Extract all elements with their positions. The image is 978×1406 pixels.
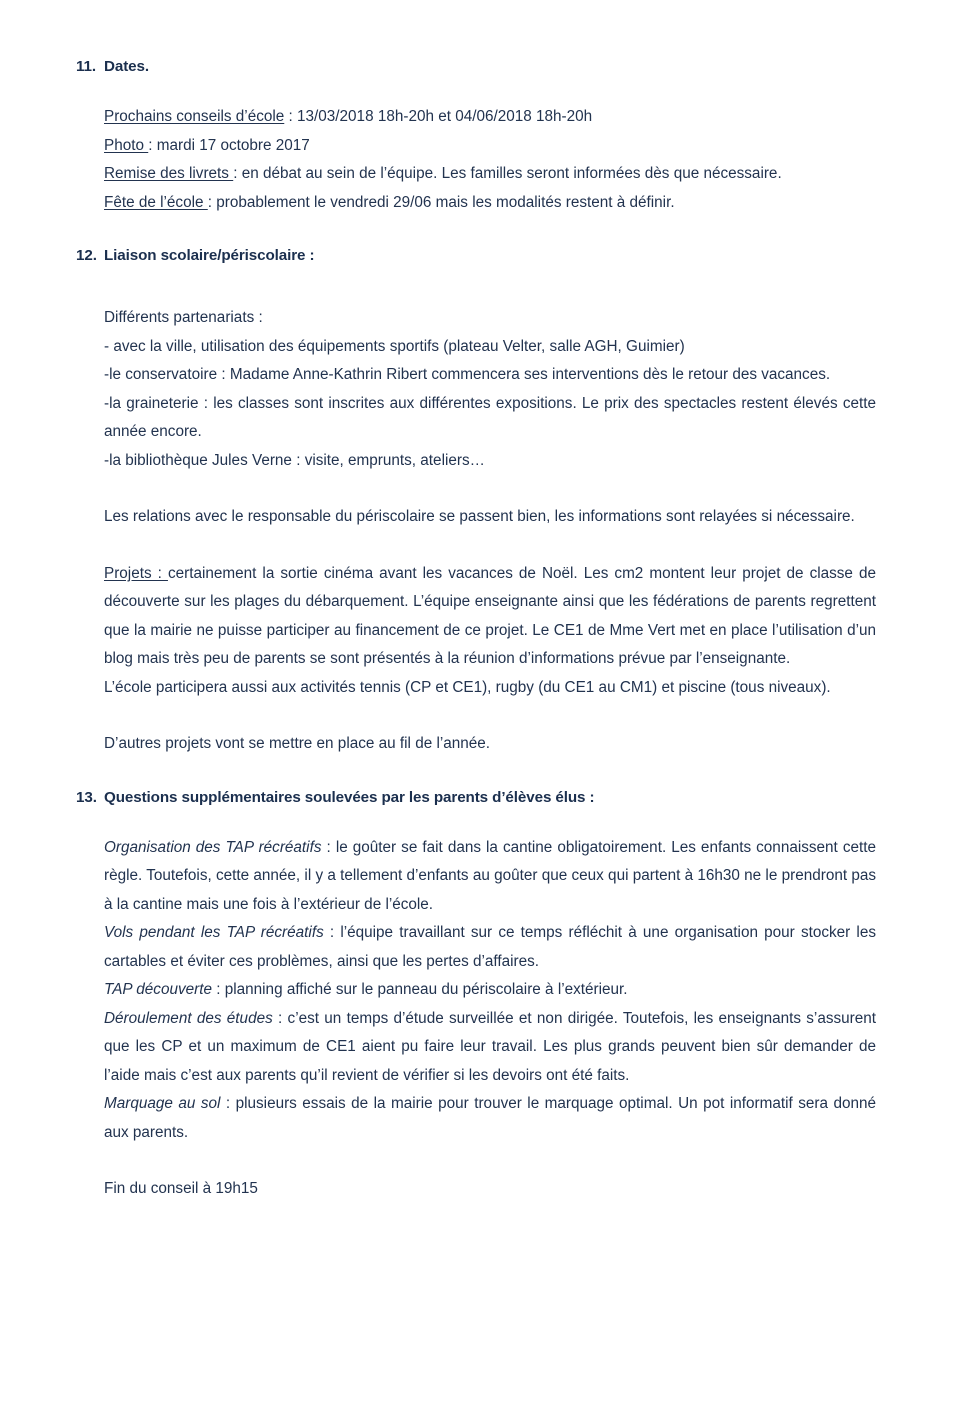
dates-list — [104, 103, 876, 217]
question-body: : plusieurs essais de la mairie pour trouver le marquage optimal. Un pot informatif sera donné aux parents. — [104, 1095, 876, 1141]
dates-line — [104, 160, 876, 189]
dates-line — [104, 103, 876, 132]
question-topic: Déroulement des études — [104, 1009, 273, 1027]
partnership-item-graineterie: -la graineterie : les classes sont inscrites aux différentes expositions. Le prix des spectacles restent élevés cette année encore. — [104, 394, 876, 440]
question-item — [104, 976, 876, 1005]
section-heading-11 — [76, 58, 876, 75]
projects-paragraph — [104, 560, 876, 674]
section-number-13: 13. — [76, 788, 97, 806]
document-content — [76, 58, 876, 1204]
end-note: Fin du conseil à 19h15 — [104, 1180, 258, 1197]
relations-paragraph: Les relations avec le responsable du périscolaire se passent bien, les informations sont relayées si nécessaire. — [104, 508, 855, 525]
partnership-item-conservatoire: -le conservatoire : Madame Anne-Kathrin Ribert commencera ses interventions dès le retour des vacances. — [104, 366, 831, 383]
dates-line — [104, 189, 876, 218]
activities-paragraph: L’école participera aussi aux activités tennis (CP et CE1), rugby (du CE1 au CM1) et piscine (tous niveaux). — [104, 678, 831, 696]
other-projects-paragraph: D’autres projets vont se mettre en place au fil de l’année. — [104, 735, 491, 752]
section-title-11: Dates. — [104, 58, 149, 75]
dates-line-label: Photo — [104, 136, 149, 154]
question-item — [104, 919, 876, 976]
dates-line-text: : probablement le vendredi 29/06 mais les modalités restent à définir. — [207, 193, 675, 211]
dates-line-label: Remise des livrets — [104, 165, 234, 182]
question-body: : le goûter se fait dans la cantine obligatoirement. Les enfants connaissent cette règle. Toutefois, cette année, il y a tellement d’enfants au goûter que ceux qui partent à 16h30 ne le prendront pas à la cantine mais une fois à l’extérieur de l’école. — [104, 838, 876, 913]
partnership-item: - avec la ville, utilisation des équipements sportifs (plateau Velter, salle AGH, Guimier) — [104, 337, 685, 355]
section-title-12: Liaison scolaire/périscolaire : — [104, 247, 315, 264]
partnership-item-bibliotheque: -la bibliothèque Jules Verne : visite, emprunts, ateliers… — [104, 451, 485, 469]
dates-line-text: : 13/03/2018 18h-20h et 04/06/2018 18h-20h — [284, 108, 593, 125]
question-topic: Organisation des TAP récréatifs — [104, 838, 322, 856]
dates-line — [104, 132, 876, 161]
question-topic: TAP découverte — [104, 981, 212, 998]
question-item — [104, 1005, 876, 1091]
question-body: : l’équipe travaillant sur ce temps réfléchit à une organisation pour stocker les cartables et éviter ces problèmes, ainsi que les pertes d’affaires. — [104, 924, 876, 970]
question-item — [104, 1090, 876, 1147]
section-heading-12 — [76, 247, 876, 264]
dates-line-label: Prochains conseils d’école — [104, 108, 285, 125]
dates-line-label: Fête de l’école — [104, 193, 208, 211]
question-body: : planning affiché sur le panneau du périscolaire à l’extérieur. — [211, 981, 628, 998]
section-title-13: Questions supplémentaires soulevées par les parents d’élèves élus : — [104, 788, 595, 806]
projects-label: Projets : — [104, 564, 168, 582]
section-number-11: 11. — [76, 58, 96, 75]
question-topic: Vols pendant les TAP récréatifs — [104, 924, 324, 941]
question-body: : c’est un temps d’étude surveillée et non dirigée. Toutefois, les enseignants s’assurent que les CP et un maximum de CE1 aient pu faire leur travail. Les plus grands peuvent bien sûr demander de l’aide mais c’est aux parents qu’il revient de vérifier si les devoirs ont été faits. — [104, 1009, 876, 1084]
question-topic: Marquage au sol — [104, 1095, 221, 1112]
partnerships-intro: Différents partenariats : — [104, 309, 263, 326]
dates-line-text: : mardi 17 octobre 2017 — [148, 136, 310, 154]
partnerships-intro-block — [104, 304, 876, 361]
dates-line-text: : en débat au sein de l’équipe. Les familles seront informées dès que nécessaire. — [233, 165, 782, 182]
section-heading-13 — [76, 789, 876, 806]
projects-text: certainement la sortie cinéma avant les vacances de Noël. Les cm2 montent leur projet de classe de découverte sur les plages du débarquement. L’équipe enseignante ainsi que les fédérations de parents regrettent que la mairie ne puisse participer au financement de ce projet. Le CE1 de Mme Vert met en place l’utilisation d’un blog mais très peu de parents se sont présentés à la réunion d’informations prévue par l’enseignante. — [104, 564, 877, 667]
question-item — [104, 834, 876, 920]
section-number-12: 12. — [76, 247, 97, 264]
